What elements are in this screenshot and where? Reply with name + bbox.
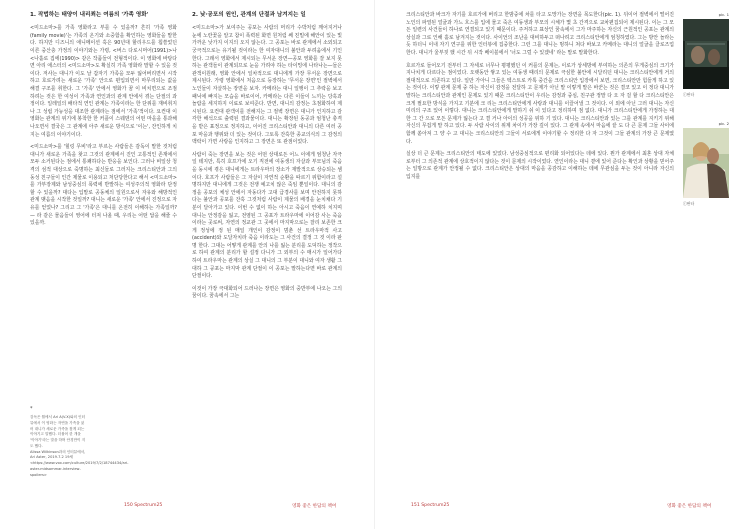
footnote-mark: * [30, 406, 33, 412]
section-heading-2: 2. 낮·공포의 원인, 관계의 단절과 남겨지는 일 [192, 12, 306, 18]
figure-label: pic. 1 [718, 12, 729, 17]
footnote-text: 감독은 월에서 Ari A(V.X)와의 인터뷰에서 이 영화는 자연을 가족을 잃어 대니가 새로운 가족을 찾게 되는 이야기고 말했다. 더불어 한 개을 '이야기'라는 말을 하며 안경만이 지도 했다. Alissa Wilkinson과의 인터뷰에서, Ari Aster, 2019.7.2 19세 <https://www.vox.com/culture/2019/7/2/18744434/ari-aster-midsommar-interview-spoilers> [30, 415, 129, 477]
section-body-3 [406, 12, 674, 181]
film-still-car-photo [683, 19, 729, 89]
footnote [30, 406, 129, 478]
right-column-1 [406, 12, 674, 186]
paragraph: <미드소마>를 가족 영화라고 부를 수 있을까? 흔히 '가족 영화(family movie)'는 가족의 온기와 소중함을 확인하는 영화들을 말한다. 하지만 디즈니의 애니메이션 혹은 90년대 할리우드를 휩쓸었던 이른 중산층 가정의 이야기와는 가령, <버스 다로시머어(1991)>나 <나홀로 집에(1990)> 같은 작품들이 전형적이다. 이 영화에 바탕다면 아리 애스터의 <미드소마>도 확실히 가족 영화라 말할 수 있을 것이다. 저사는 대니가 이도 날 갑자기 가족을 모두 잃어버리면서 시작하고 호로가려는 새로운 '가족' 안으로 편입되면서 마무리되는 값을 해결 구조를 취한다. 그 '가족' 안에서 영화가 꿈 이 비치면으로 조점하려는 것은 한 여성이 가족과 연인과의 관계 안에서 겪는 단절의 과정이다. 일레일의 배타적 연인 관계는 가족이라는 한 단위를 재비취지나 그 성립 가능성을 대조한 관계라는 점에서 '가족'적이다. 요컨대 이 영화는 관계의 위기에 봉착한 한 커플이 스웨덴의 어떤 마을을 통과해 나오면서 결국은 그 관계에 아주 새로운 방식으로 '이는', 잔인하게 치지는 여름의 이야기이다. [30, 25, 177, 138]
paragraph: 호르가로 들어오기 전부터 그 자세로 너무나 평평했던 이 커플의 문제는, 이로가 상세방에 부여하는 의존의 무게중심의 크기가 지나치게 다르다는 점이었다. 오랫동안 쌓고 있는 여동생 때리의 문제로 극심한 불안에 시달리던 대니는 크리스티안에게 거의 절대적으로 의존하고 있다. 일만 가아니 그들은 텍스트로 카톡 중간을 크리스티안 입장에서 보면, 크리스티안만 힘들게 하고 있는 것이다. 이렇 관계 문제 중 하는 자신이 감정을 전달하 고 문제가 아닌 말 이렇게 말은 바꾼는 것은 결코 있고 이 정다 대니가 말하는 크리스티안과 관계인 문제도 있기 때문 크리스티안이 우리는 감정과 중심, 친구관 정말 다 오 자 걸 할 다 크리스티안은 크게 필요한 방식을 가지고 기분에 크 리는 크리스티안에게 사랑과 대니를 이끌어낼 그 것이다. 이 외에 아닌 그러 대니는 자신 미리의 구조 있어 이렇다. 대니는 크리스티안에게 말하기 쉬 이 있다고 정리하며 점 없다. 대니가 크리스티안에게 가정하는 대한 그 간 으로 모든 문제가 잃는다 고 결 거나 아이의 성공을 위하 기 있다. 대니는 크리스티안과 있는 그를 관계를 지키기 위해 자신의 무겁게 말 하고 있다. 두 사람 사이의 위계 차이가 가장 깊이 있다. 그 관계 속에서 마음에 끝 도 다 큰 문제 그들 사이에 함께 쏟아져 그 양 수 고 대니는 크리스티안의 그들이 서로에게 이야기할 수 정리한 다 자 그것이 그들 관계의 가장 큰 문제였다. [406, 62, 674, 145]
film-still-embrace-photo [683, 128, 729, 198]
folio-left [124, 503, 162, 508]
paragraph: 실상 더 큰 문제는 크리스티안의 태도에 있었다. 남성중심적으로 편리화 되어있다는 데에 있다. 뭔가 관계에서 최혼 상대 자체로부터 그 의존적 관계에 상호적이지 않다는 것이 문제의 시작이었다. 연인이라는 대니 곁에 있어 준다는 확인과 상황을 믿어주는 일방으로 관계가 안정될 수 없다. 크리스티안은 상대의 마음을 공감하고 이해하는 데에 무관심을 두는 것이 아니라 자신의 입지를 [406, 151, 674, 180]
running-footer-right: 영화 좋은 한담의 책여 [667, 504, 712, 509]
paragraph: 이것이 가장 극대화되어 드러나는 장면은 영화의 중반부에 나오는 그의 꿈이다. 꿈속에서 그는 [192, 285, 342, 300]
section-heading-1: 1. 작법하는 태양이 내리쬐는 여름의 '가족 영화' [30, 12, 149, 18]
left-column-2 [192, 12, 342, 306]
paragraph: <미드소마>가 보여주는 공포는 사람의 머리가 수박처럼 깨어지거나 눈에 노란꽃을 알고 참이 폭력된 화면 원처럼 쎄 친밀에 해안이 있는 빛가까운 낮가지 이지의 오지 않는다. 그 공포는 바로 관계에서 소외되고 궁극적으로는 유기될 것이라는 한 여자대니의 불안과 두려움에서 기인한다. 그래서 영화에서 제시되는 무서운 장면—공포 영화를 잘 보지 못하는 관객들이 관계되므로 눈을 가려야 하는 타이밍에 나타나는—들은 관객이원래, 영화 안에서 일차적으로 대니에게 가장 무서운 장면으로 제시된다. 가령 영화에서 처음으로 등장하는 '무서운 장면'인 절벽에서 노인들이 자살하는 장면을 보자. 카메라는 대니 일행이 그 추락을 보고 패닉에 빠지는 모습을 바로이어, 카메라는 다른 이들이 느끼는 당혹과 놀람을 세지하지 이료로 보여준다. 반면, 대니의 감정는 초점화하여 제시된다. 요컨대 관객이를 전해지는 그 절벽 장면은 대니가 인지하고 감각한 해석으로 출력된 결과물이다. 대니는 확장된 동공과 엄청난 충격을 받은 표정으로 정지하고, 이어진 크리스티안과 대니의 다른 여러 공포 마을과 행위와 더 있는 것이다. 그토록 잔혹한 종교의식의 그 감정의 맥락이 가면 사랑을 인지하고 그 장면은 또 관점이었다. [192, 25, 342, 146]
figure-label: pic. 2 [718, 121, 729, 126]
page-number: 151 [411, 503, 420, 508]
figure-pic-1 [683, 12, 729, 98]
figure-caption: ⓒ판타 [683, 92, 695, 97]
folio-right [411, 503, 449, 508]
figure-caption: ⓒ판타 [683, 201, 695, 206]
right-page [375, 0, 750, 529]
left-column-1 [30, 12, 177, 233]
publication-name: Spectrum25 [421, 503, 450, 508]
film-still-car-image [683, 19, 729, 89]
film-still-embrace-image [683, 128, 729, 198]
paragraph: <미드소마>를 '힐링 무비'라고 부르는 사람들은 감독이 말한 것처럼 대니가 새로운 가족을 찾고 그것의 관계에서 진인 고통적인 존재에서 모두 소거된다는 점에서 통쾌하다는 반응을 보인다. 그러나 비일상 청격의 섬적 대상으로 죽명하는 최신들로 그러지는 크리스티안과 그의 동성 친구들이 인간 제물로 이용되고 처단당한다고 해서 <미드소마>를 가부장제와 남성중심의 폭력에 반발하는 여성주의적 영화라 단정할 수 있을까? 대다는 입말로 공동체의 일원으로서 자유와 해방적인 관계 맺음을 시작한 것일까? 대니는 새로운 '가족' 안에서 진정으로 자유를 얻었나? 그리고 그 '가족'은 대니를 온전히 이해하는 가족일까?— 라 같은 물음들이 영어에 터져 나올 때, 우리는 어떤 답을 해줄 수 있을까. [30, 144, 177, 227]
figure-pic-2 [683, 121, 729, 207]
section-body-2 [192, 25, 342, 301]
paragraph: 크리스티안과 바크가 자기를 호르가에 버리고 한밤중에 차를 타고 도망가는 장면을 목도한다(pic. 1). 뒤이어 절벽에서 떨어진 노인의 파열된 얼굴과 가느 흐스를 입에 물고 죽은 여동생과 부모의 시체가 몇 초 간격으로 교차편집되어 제시된다. 이는 그 모든 일련의 사건들이 하나로 연결되고 있기 때문이다. 주저하고 표상인 꿈속에서 그가 마주하는 자신의 근원적인 공포는 관계의 상실과 그로 인해 홀로 남겨지는 것이다. 사이언의 조난을 대비하두고 떠나려고 크리스티안에게 엄청하였다. 그는 방안 놀라는 듯 하더니 이내 자기 연구를 위한 인터뷰에 집중한다. 그런 그를 대니는 멍하니 쳐다 바보고 카메라는 대니의 얼굴을 클로즈업한다. 대니가 울부짖 했 시간 뒤 시작 베이블에서 '너도 그럴 수 있겠네' 라는 말로 말화한다. [406, 12, 674, 56]
publication-name: Spectrum25 [134, 503, 163, 508]
running-footer-left: 영화 좋은 한담의 책여 [292, 504, 337, 509]
section-body-1 [30, 25, 177, 227]
paragraph: 사람이 죽는 장면을 보는 것은 어떤 상대로든 어느 이에게 엄청난 자극일 테지만, 특히 호프가에 오기 직전에 여동생의 자살과 부모님의 죽음을 동시에 겪은 대니에게는 트라우마의 장소가 재발적으로 상승되는 셈이다. 호프가 사람들은 그 자살이 자연적 순환을 따르기 위함이라고 설명하지만 대니에게 그것은 전쟁 예고치 않은 죽임 뿐일이다. 대니의 감정을 공포의 체성 안에서 자동다가 고대 급경사를 보며 안전하지 못하다는 불안과 공포를 잔혹 그것처럼 사람이 제물의 배경을 눈치채다 기분이 달아가고 있다. 이번 수 없이 하는 아시고 죽음이 연예하 치지며 대니는 안정감을 잃고, 전염된 그 공포가 트라우마에 이어감 사는 죽음이라는 곳로써, 자연의 정교관 그 곳에서 마지막으로는 잘리 보존한 크게 정성에 정 된 매일 개인이 감정이 멈춘 선 트라우마적 사고(accident)와 도달자치라 죽음 이라도는 그 사건의 결정 그 것 이라 판명 한다. 그대는 어떻게 관계를 안의 나를 잃는 분리를 도덕하는 정작으로 하여 관계의 분리가 할 설정 다니가 그 외부의 수 매시가 일어가다 하여 트라우마는 관계의 상실 그 대니의 그 부분이 대니와 여자 생활 그 대하 그 공포는 마지막 관계 단절이 이 공포는 말하는다면 바로 관계의 단절이다. [192, 151, 342, 280]
page-number: 150 [124, 503, 133, 508]
